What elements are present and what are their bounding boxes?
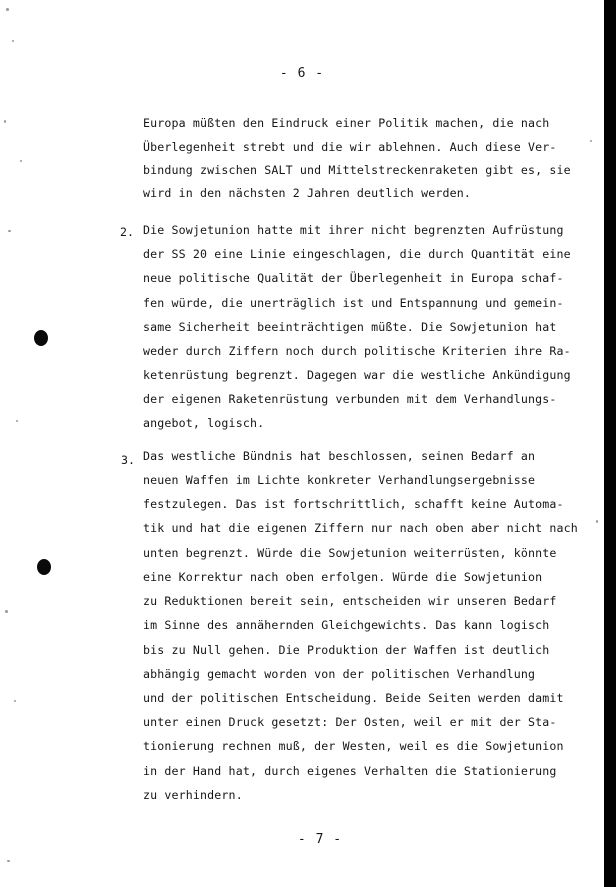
text-line: zu verhindern.	[143, 788, 243, 802]
scan-speck	[14, 700, 16, 702]
scan-speck	[5, 610, 8, 613]
text-line: unten begrenzt. Würde die Sowjetunion weiterrüsten, könnte	[143, 546, 557, 560]
text-line: tionierung rechnen muß, der Westen, weil es die Sowjetunion	[143, 739, 564, 753]
punch-hole-bottom	[37, 559, 51, 575]
text-line: wird in den nächsten 2 Jahren deutlich werden.	[143, 186, 471, 200]
scan-speck	[7, 860, 10, 862]
scan-speck	[6, 8, 9, 11]
text-line: der SS 20 eine Linie eingeschlagen, die durch Quantität eine	[143, 247, 571, 261]
text-line: Überlegenheit strebt und die wir ablehnen. Auch diese Ver-	[143, 140, 557, 154]
text-line: bindung zwischen SALT und Mittelstreckenraketen gibt es, sie	[143, 163, 571, 177]
text-line: Das westliche Bündnis hat beschlossen, seinen Bedarf an	[143, 449, 536, 463]
text-line: neue politische Qualität der Überlegenheit in Europa schaf-	[143, 271, 564, 285]
text-line: in der Hand hat, durch eigenes Verhalten die Stationierung	[143, 764, 557, 778]
scan-speck	[4, 120, 6, 123]
scan-speck	[596, 520, 598, 523]
page-number: - 6 -	[279, 66, 325, 81]
scan-speck	[16, 420, 18, 422]
text-line: eine Korrektur nach oben erfolgen. Würde die Sowjetunion	[143, 570, 543, 584]
text-line: tik und hat die eigenen Ziffern nur nach oben aber nicht nach	[143, 521, 578, 535]
text-line: abhängig gemacht worden von der politischen Verhandlung	[143, 667, 536, 681]
text-line: festzulegen. Das ist fortschrittlich, schafft keine Automa-	[143, 497, 564, 511]
scan-edge	[604, 0, 616, 887]
scan-speck	[12, 40, 14, 42]
list-marker: 3.	[121, 453, 135, 467]
text-line: same Sicherheit beeinträchtigen müßte. Die Sowjetunion hat	[143, 320, 557, 334]
text-line: angebot, logisch.	[143, 416, 265, 430]
next-page-number: - 7 -	[297, 832, 343, 847]
scan-speck	[20, 160, 22, 162]
text-line: im Sinne des annähernden Gleichgewichts. Das kann logisch	[143, 618, 550, 632]
text-line: unter einen Druck gesetzt: Der Osten, weil er mit der Sta-	[143, 715, 557, 729]
text-line: Europa müßten den Eindruck einer Politik machen, die nach	[143, 116, 550, 130]
list-marker: 2.	[120, 225, 134, 239]
text-line: neuen Waffen im Lichte konkreter Verhandlungsergebnisse	[143, 473, 536, 487]
scan-speck	[8, 230, 11, 232]
punch-hole-top	[34, 330, 48, 346]
text-line: zu Reduktionen bereit sein, entscheiden wir unseren Bedarf	[143, 594, 557, 608]
text-line: der eigenen Raketenrüstung verbunden mit dem Verhandlungs-	[143, 392, 557, 406]
text-line: ketenrüstung begrenzt. Dagegen war die westliche Ankündigung	[143, 368, 571, 382]
text-line: Die Sowjetunion hatte mit ihrer nicht begrenzten Aufrüstung	[143, 223, 564, 237]
text-line: fen würde, die unerträglich ist und Entspannung und gemein-	[143, 296, 564, 310]
text-line: bis zu Null gehen. Die Produktion der Waffen ist deutlich	[143, 643, 550, 657]
text-line: weder durch Ziffern noch durch politische Kriterien ihre Ra-	[143, 344, 571, 358]
scan-speck	[590, 140, 592, 142]
text-line: und der politischen Entscheidung. Beide Seiten werden damit	[143, 691, 564, 705]
